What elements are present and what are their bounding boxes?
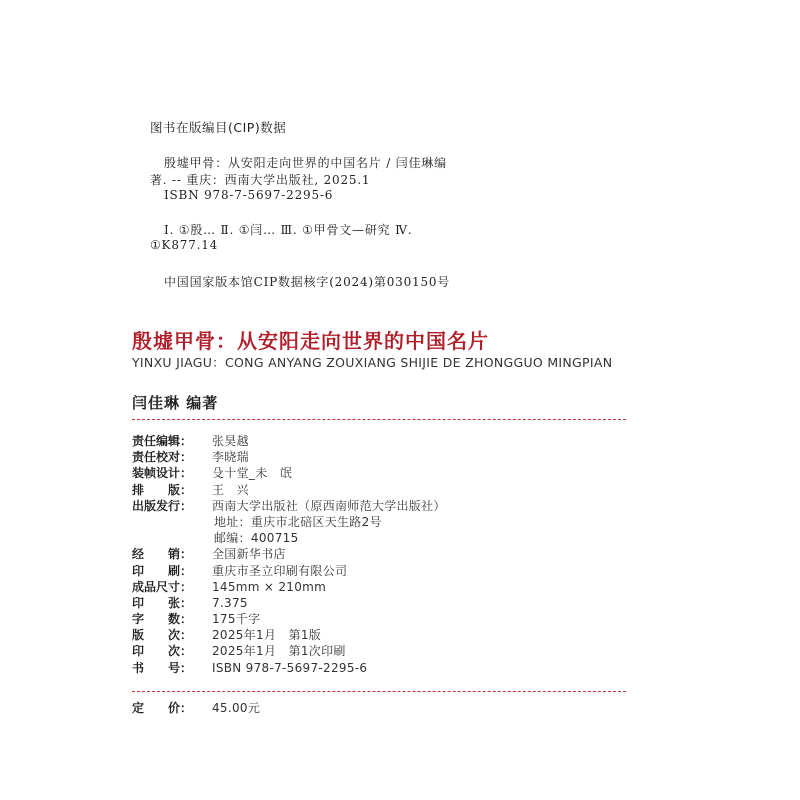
credit-value: 重庆市圣立印刷有限公司 xyxy=(212,563,348,578)
credit-label: 书 号： xyxy=(132,660,193,675)
credit-value: 全国新华书店 xyxy=(212,547,286,562)
credit-label: 装帧设计： xyxy=(132,466,193,481)
credit-value: 175千字 xyxy=(212,612,261,627)
credit-value: 2025年1月 第1版 xyxy=(212,628,322,643)
credit-value: ISBN 978-7-5697-2295-6 xyxy=(212,660,368,675)
credit-row xyxy=(132,449,626,465)
credit-label: 责任编辑： xyxy=(132,434,193,448)
credits-list xyxy=(132,433,626,676)
credit-row xyxy=(132,563,626,579)
credit-value: 王 兴 xyxy=(212,482,249,497)
price-value: 45.00元 xyxy=(212,701,261,715)
credit-label: 成品尺寸： xyxy=(132,579,193,594)
cip-line: ①K877.14 xyxy=(150,238,219,252)
cip-line: ISBN 978-7-5697-2295-6 xyxy=(164,188,334,202)
credit-value: 7.375 xyxy=(212,595,248,610)
credit-value: 145mm × 210mm xyxy=(212,579,327,594)
credit-row xyxy=(132,660,626,676)
credit-row xyxy=(132,465,626,481)
price-label: 定 价： xyxy=(132,701,193,715)
credit-value: 2025年1月 第1次印刷 xyxy=(212,644,346,659)
book-title: 殷墟甲骨：从安阳走向世界的中国名片 xyxy=(132,329,489,353)
credit-label: 经 销： xyxy=(132,547,193,562)
credit-value: 西南大学出版社（原西南师范大学出版社） xyxy=(212,498,446,513)
credit-row xyxy=(132,546,626,562)
credit-label: 责任校对： xyxy=(132,450,193,465)
credit-row xyxy=(132,627,626,643)
credit-row xyxy=(132,433,626,449)
book-author: 闫佳琳 编著 xyxy=(132,394,219,412)
publisher-address: 地址：重庆市北碚区天生路2号 xyxy=(214,514,382,529)
credit-row xyxy=(132,514,626,530)
cip-line: Ⅰ. ①殷… Ⅱ. ①闫… Ⅲ. ①甲骨文—研究 Ⅳ. xyxy=(164,223,413,237)
credit-row xyxy=(132,498,626,514)
credit-row xyxy=(132,530,626,546)
price-row xyxy=(132,700,432,716)
divider-top xyxy=(132,419,626,420)
credit-value: 殳十堂_未 氓 xyxy=(212,466,293,481)
book-title-pinyin: YINXU JIAGU：CONG ANYANG ZOUXIANG SHIJIE DE ZHONGGUO MINGPIAN xyxy=(132,355,613,370)
credit-label: 字 数： xyxy=(132,612,193,627)
credit-row xyxy=(132,643,626,659)
cip-line: 著. -- 重庆：西南大学出版社, 2025.1 xyxy=(150,173,371,187)
credit-row xyxy=(132,579,626,595)
cip-line: 中国国家版本馆CIP数据核字(2024)第030150号 xyxy=(164,275,451,289)
credit-value: 张昊越 xyxy=(212,434,249,448)
credit-value: 李晓瑞 xyxy=(212,450,249,465)
cip-line: 殷墟甲骨：从安阳走向世界的中国名片 / 闫佳琳编 xyxy=(164,156,447,170)
publisher-postcode: 邮编：400715 xyxy=(214,531,299,546)
credit-row xyxy=(132,482,626,498)
credit-label: 印 刷： xyxy=(132,563,193,578)
divider-bottom xyxy=(132,691,626,692)
credit-row xyxy=(132,611,626,627)
credit-label: 排 版： xyxy=(132,482,193,497)
credit-label: 出版发行： xyxy=(132,498,193,513)
cip-heading: 图书在版编目(CIP)数据 xyxy=(150,120,287,135)
credit-label: 印 张： xyxy=(132,595,193,610)
credit-row xyxy=(132,595,626,611)
credit-label: 版 次： xyxy=(132,628,193,643)
credit-label: 印 次： xyxy=(132,644,193,659)
